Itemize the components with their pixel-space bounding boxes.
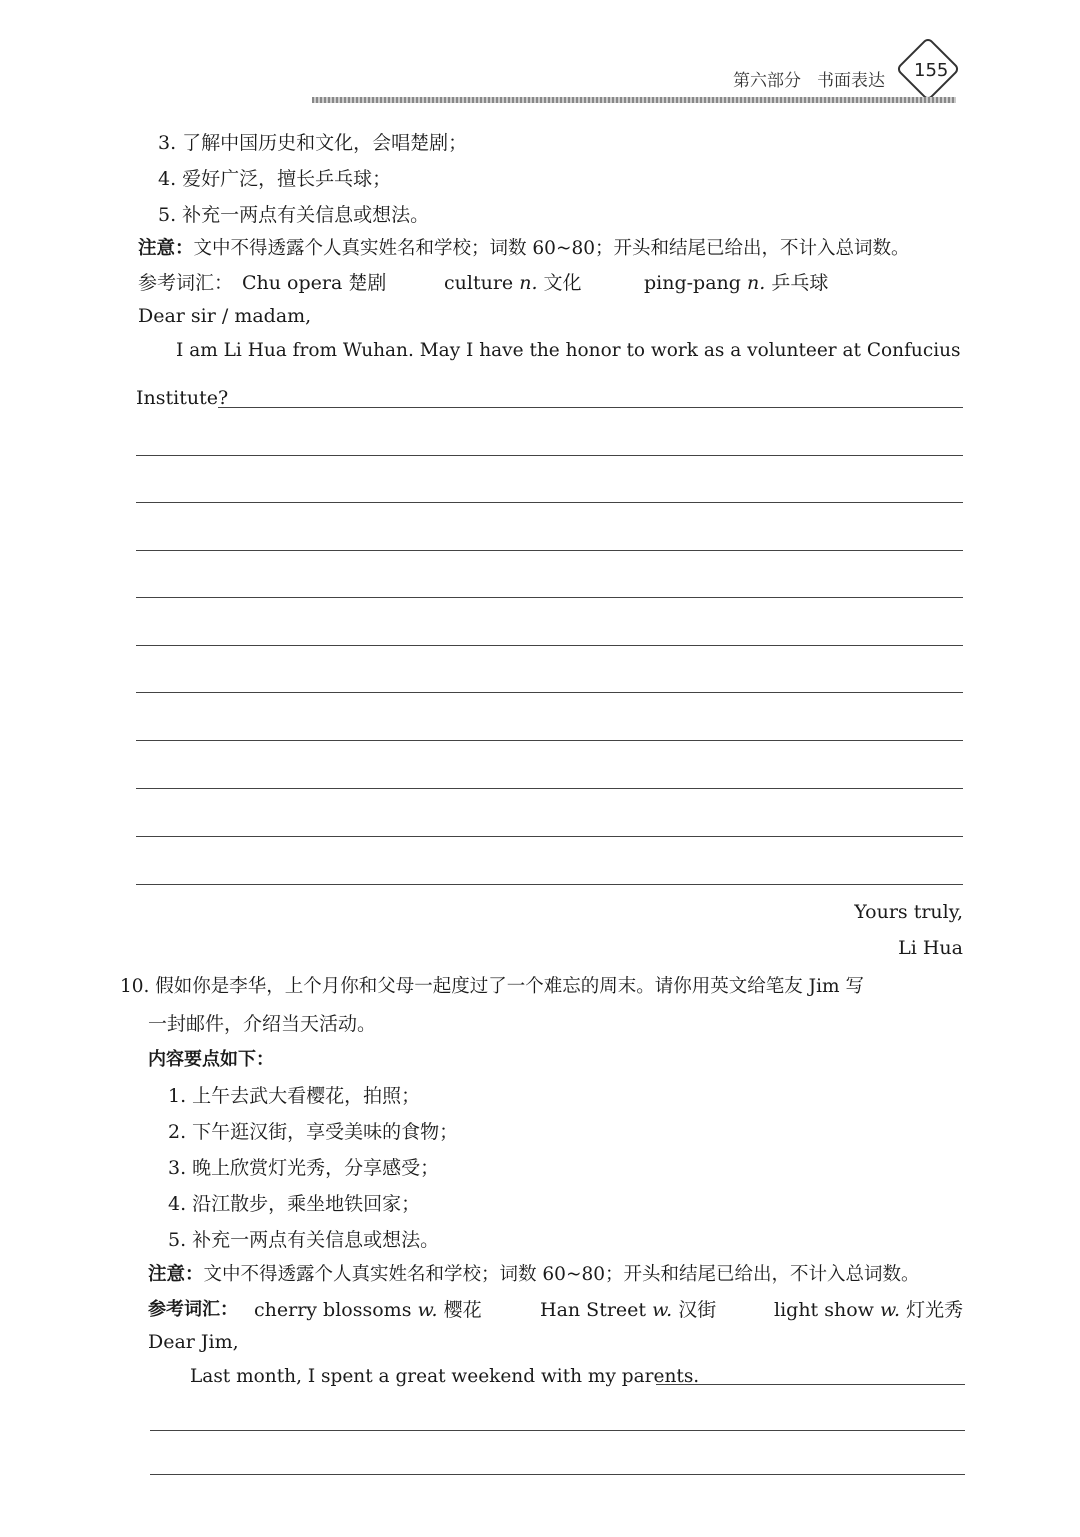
q10-vocab-3 — [774, 1295, 963, 1322]
q9-opening-line-1: I am Li Hua from Wuhan. May I have the honor to work as a volunteer at Confucius — [176, 340, 961, 361]
q10-vocab-1-term: cherry blossoms — [254, 1299, 412, 1321]
q10-point-2: 2. 下午逛汉街，享受美味的食物； — [168, 1121, 459, 1143]
q10-point-4: 4. 沿江散步，乘坐地铁回家； — [168, 1193, 421, 1215]
q10-vocab-1 — [254, 1295, 482, 1322]
q10-point-3: 3. 晚上欣赏灯光秀，分享感受； — [168, 1157, 440, 1179]
q9-opening-line-2: Institute? — [136, 387, 229, 409]
q10-vocab-label: 参考词汇： — [148, 1299, 238, 1320]
q9-vocab-3-pos: n. — [747, 272, 766, 294]
q10-opening: Last month, I spent a great weekend with my parents. — [190, 1366, 700, 1387]
q10-note — [148, 1260, 919, 1286]
q9-note — [138, 234, 909, 260]
writing-line[interactable] — [218, 407, 963, 408]
running-header — [733, 66, 885, 91]
section-title: 书面表达 — [817, 71, 885, 91]
header-rule — [312, 97, 956, 103]
page-number: 155 — [914, 60, 949, 81]
section-label: 第六部分 — [733, 71, 801, 91]
q10-point-1: 1. 上午去武大看樱花，拍照； — [168, 1085, 421, 1107]
q9-closing: Yours truly, — [854, 901, 963, 923]
writing-line[interactable] — [136, 788, 963, 789]
q9-greeting: Dear sir / madam, — [138, 305, 312, 327]
q9-vocab-label: 参考词汇： — [138, 272, 234, 294]
q10-vocab-2 — [540, 1295, 716, 1322]
q9-point-3: 3. 了解中国历史和文化，会唱楚剧； — [158, 132, 468, 154]
q10-vocab-3-term: light show — [774, 1299, 874, 1321]
writing-line[interactable] — [136, 550, 963, 551]
q9-vocab-2-pos: n. — [519, 272, 538, 294]
q10-points-label: 内容要点如下： — [148, 1049, 274, 1070]
q9-point-5: 5. 补充一两点有关信息或想法。 — [158, 204, 430, 226]
q9-vocab-3 — [644, 268, 828, 295]
q10-prompt-line-2: 一封邮件，介绍当天活动。 — [148, 1013, 377, 1035]
writing-line[interactable] — [136, 836, 963, 837]
q9-point-4: 4. 爱好广泛，擅长乒乓球； — [158, 168, 392, 190]
writing-line[interactable] — [136, 645, 963, 646]
writing-line[interactable] — [136, 502, 963, 503]
q9-vocab-1-term: Chu opera — [242, 272, 343, 294]
q10-vocab-1-pos: w. — [417, 1299, 438, 1321]
q10-greeting: Dear Jim, — [148, 1331, 239, 1353]
q10-vocab-1-meaning: 樱花 — [443, 1299, 482, 1321]
writing-line[interactable] — [136, 692, 963, 693]
q10-vocab-3-meaning: 灯光秀 — [906, 1299, 964, 1321]
writing-line[interactable] — [150, 1474, 965, 1475]
writing-line[interactable] — [136, 884, 963, 885]
q9-note-text: 文中不得透露个人真实姓名和学校；词数 60~80；开头和结尾已给出，不计入总词数。 — [193, 238, 910, 259]
writing-line[interactable] — [136, 455, 963, 456]
writing-line[interactable] — [136, 597, 963, 598]
q9-vocab-1-meaning: 楚剧 — [348, 272, 387, 294]
q10-point-5: 5. 补充一两点有关信息或想法。 — [168, 1229, 440, 1251]
q9-vocab-2-term: culture — [444, 272, 514, 294]
writing-line[interactable] — [136, 740, 963, 741]
q9-vocab-3-term: ping-pang — [644, 272, 741, 294]
q9-vocab-2 — [444, 268, 582, 295]
writing-line[interactable] — [656, 1384, 965, 1385]
q9-vocab-3-meaning: 乒乓球 — [771, 272, 829, 294]
q10-prompt-line-1: 10. 假如你是李华，上个月你和父母一起度过了一个难忘的周末。请你用英文给笔友 Jim 写 — [120, 976, 864, 997]
q9-vocab-1 — [242, 268, 386, 295]
writing-line[interactable] — [150, 1430, 965, 1431]
q10-note-text: 文中不得透露个人真实姓名和学校；词数 60~80；开头和结尾已给出，不计入总词数。 — [203, 1264, 920, 1285]
q10-vocab-2-term: Han Street — [540, 1299, 647, 1321]
q9-note-label: 注意： — [138, 238, 194, 259]
q9-signature: Li Hua — [898, 937, 963, 959]
q10-vocab-2-meaning: 汉街 — [678, 1299, 717, 1321]
q10-vocab-3-pos: w. — [879, 1299, 901, 1321]
q10-note-label: 注意： — [148, 1264, 204, 1285]
q9-vocab-2-meaning: 文化 — [543, 272, 582, 294]
q10-vocab-2-pos: w. — [652, 1299, 673, 1321]
